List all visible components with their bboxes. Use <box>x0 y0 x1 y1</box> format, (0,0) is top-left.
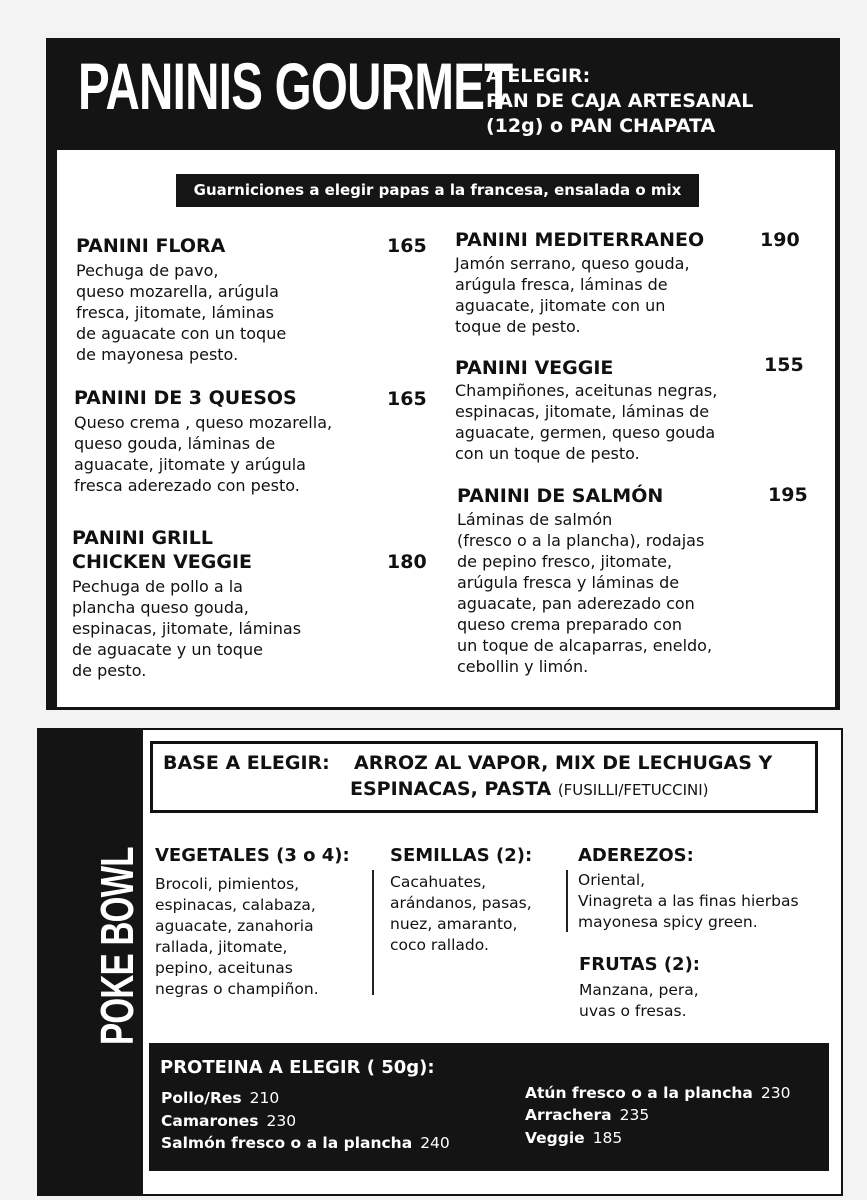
desc-line: arúgula fresca, láminas de <box>455 275 668 294</box>
item-description <box>455 253 690 337</box>
desc-line: queso crema preparado con <box>457 615 683 634</box>
desc-line: fresca, jitomate, láminas <box>76 303 275 322</box>
frutas-heading: FRUTAS (2): <box>579 954 700 975</box>
base-options-line: ARROZ AL VAPOR, MIX DE LECHUGAS Y <box>354 752 773 774</box>
proteina-name: Veggie <box>525 1129 585 1147</box>
list-item: Oriental, <box>578 871 646 889</box>
proteina-name: Pollo/Res <box>161 1089 242 1107</box>
column-divider <box>566 870 568 932</box>
proteina-heading: PROTEINA A ELEGIR ( 50g): <box>160 1057 435 1078</box>
item-name: PANINI DE 3 QUESOS <box>74 387 297 409</box>
proteina-name: Atún fresco o a la plancha <box>525 1084 753 1102</box>
proteina-item <box>161 1112 296 1130</box>
list-item: Cacahuates, <box>390 873 487 891</box>
aderezos-list <box>578 870 799 933</box>
item-name: PANINI FLORA <box>76 235 226 257</box>
semillas-list <box>390 872 532 956</box>
desc-line: de pesto. <box>72 661 147 680</box>
proteina-item <box>525 1106 649 1124</box>
desc-line: de aguacate y un toque <box>72 640 263 659</box>
desc-line: plancha queso gouda, <box>72 598 249 617</box>
desc-line: Pechuga de pollo a la <box>72 577 243 596</box>
bread-choice-line: (12g) o PAN CHAPATA <box>486 115 716 137</box>
item-description <box>457 509 712 677</box>
bread-choice-line: PAN DE CAJA ARTESANAL <box>486 90 754 112</box>
desc-line: cebollin y limón. <box>457 657 589 676</box>
list-item: Vinagreta a las finas hierbas <box>578 892 799 910</box>
proteina-price: 230 <box>266 1112 297 1130</box>
desc-line: aguacate, jitomate y arúgula <box>74 455 306 474</box>
item-price: 165 <box>387 388 427 410</box>
item-price: 190 <box>760 229 800 251</box>
desc-line: aguacate, pan aderezado con <box>457 594 695 613</box>
proteina-price: 235 <box>619 1106 650 1124</box>
column-divider <box>372 870 374 995</box>
item-name: PANINI MEDITERRANEO <box>455 229 705 251</box>
list-item: nuez, amaranto, <box>390 915 518 933</box>
item-description <box>76 260 286 365</box>
desc-line: toque de pesto. <box>455 317 581 336</box>
desc-line: Queso crema , queso mozarella, <box>74 413 333 432</box>
desc-line: Pechuga de pavo, <box>76 261 219 280</box>
item-price: 165 <box>387 235 427 257</box>
item-price: 155 <box>764 354 804 376</box>
proteina-price: 230 <box>760 1084 791 1102</box>
desc-line: Champiñones, aceitunas negras, <box>455 381 718 400</box>
desc-line: queso mozarella, arúgula <box>76 282 279 301</box>
list-item: coco rallado. <box>390 936 489 954</box>
item-price: 180 <box>387 551 427 573</box>
poke-bowl-title: POKE BOWL <box>91 847 143 1045</box>
base-options-sub: (FUSILLI/FETUCCINI) <box>557 781 709 799</box>
proteina-item <box>161 1134 450 1152</box>
proteina-name: Camarones <box>161 1112 259 1130</box>
proteina-price: 185 <box>592 1129 623 1147</box>
list-item: aguacate, zanahoria <box>155 917 314 935</box>
desc-line: de aguacate con un toque <box>76 324 287 343</box>
item-description <box>74 412 332 496</box>
item-name: CHICKEN VEGGIE <box>72 551 252 573</box>
item-description <box>455 380 717 464</box>
frutas-list <box>579 980 699 1022</box>
desc-line: espinacas, jitomate, láminas de <box>455 402 710 421</box>
list-item: mayonesa spicy green. <box>578 913 758 931</box>
list-item: arándanos, pasas, <box>390 894 532 912</box>
proteina-price: 210 <box>249 1089 280 1107</box>
paninis-title: PANINIS GOURMET <box>78 49 513 123</box>
proteina-name: Arrachera <box>525 1106 612 1124</box>
base-options-text: ESPINACAS, PASTA <box>350 778 552 800</box>
desc-line: aguacate, jitomate con un <box>455 296 666 315</box>
desc-line: Láminas de salmón <box>457 510 613 529</box>
proteina-name: Salmón fresco o a la plancha <box>161 1134 413 1152</box>
list-item: rallada, jitomate, <box>155 938 288 956</box>
proteina-price: 240 <box>420 1134 450 1152</box>
desc-line: de mayonesa pesto. <box>76 345 239 364</box>
desc-line: aguacate, germen, queso gouda <box>455 423 716 442</box>
desc-line: espinacas, jitomate, láminas <box>72 619 302 638</box>
list-item: espinacas, calabaza, <box>155 896 316 914</box>
bread-choice-line: A ELEGIR: <box>486 65 591 87</box>
vegetales-heading: VEGETALES (3 o 4): <box>155 845 350 866</box>
item-name: PANINI GRILL <box>72 527 213 549</box>
desc-line: de pepino fresco, jitomate, <box>457 552 673 571</box>
vegetales-list <box>155 874 319 1000</box>
list-item: negras o champiñon. <box>155 980 319 998</box>
item-description <box>72 576 301 681</box>
desc-line: arúgula fresca y láminas de <box>457 573 680 592</box>
aderezos-heading: ADEREZOS: <box>578 845 694 866</box>
base-options-line <box>350 778 709 800</box>
proteina-item <box>525 1084 790 1102</box>
desc-line: con un toque de pesto. <box>455 444 640 463</box>
list-item: Manzana, pera, <box>579 981 699 999</box>
desc-line: (fresco o a la plancha), rodajas <box>457 531 705 550</box>
garnish-banner: Guarniciones a elegir papas a la francesa, ensalada o mix <box>176 174 699 207</box>
desc-line: un toque de alcaparras, eneldo, <box>457 636 713 655</box>
list-item: Brocoli, pimientos, <box>155 875 300 893</box>
desc-line: queso gouda, láminas de <box>74 434 276 453</box>
item-price: 195 <box>768 484 808 506</box>
base-label: BASE A ELEGIR: <box>163 752 330 774</box>
list-item: uvas o fresas. <box>579 1002 687 1020</box>
list-item: pepino, aceitunas <box>155 959 293 977</box>
desc-line: fresca aderezado con pesto. <box>74 476 300 495</box>
proteina-item <box>525 1129 622 1147</box>
desc-line: Jamón serrano, queso gouda, <box>455 254 690 273</box>
proteina-item <box>161 1089 279 1107</box>
item-name: PANINI DE SALMÓN <box>457 485 664 507</box>
bread-choice <box>486 64 753 139</box>
item-name: PANINI VEGGIE <box>455 357 614 379</box>
semillas-heading: SEMILLAS (2): <box>390 845 533 866</box>
